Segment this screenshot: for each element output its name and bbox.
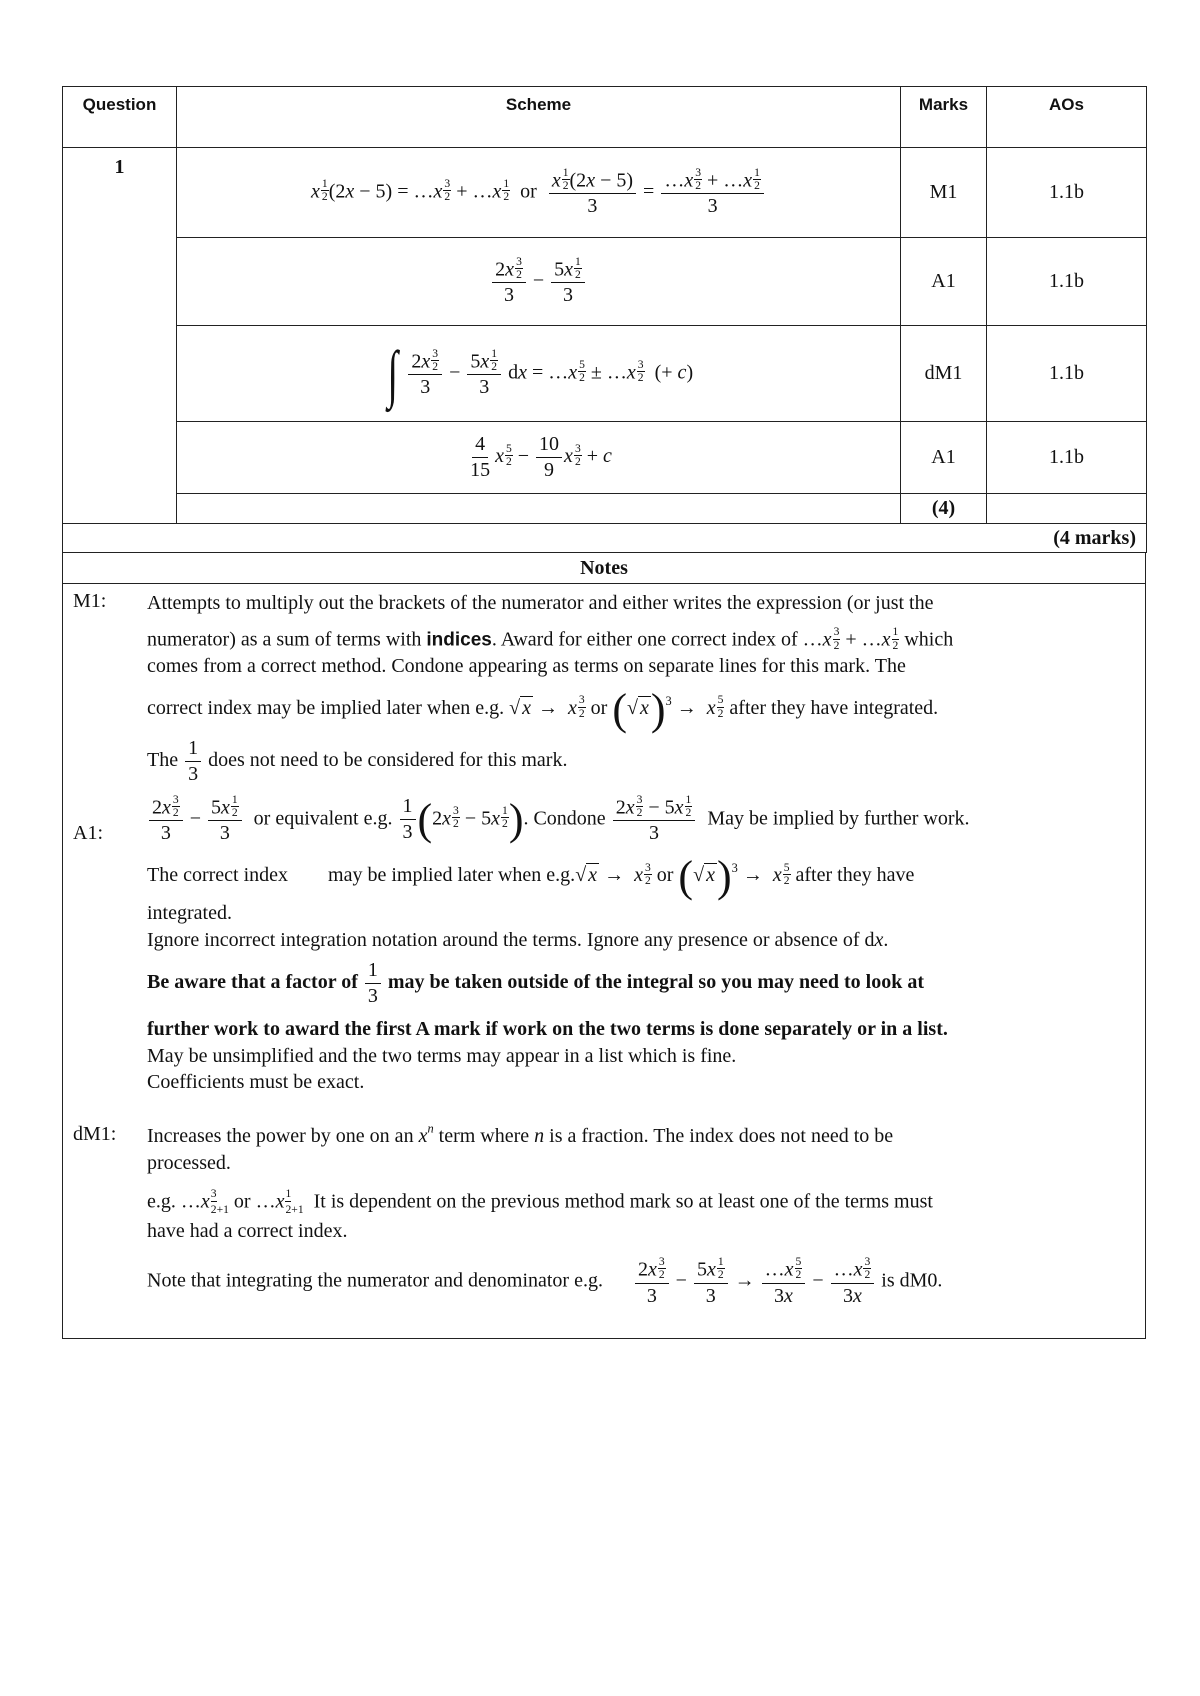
notes-title: Notes bbox=[63, 553, 1145, 584]
note-m1: M1: Attempts to multiply out the brackets of the numerator and either writes the expression (or just the numerator) as a sum of terms with indices. Award for either one correct index of …x $\frac{3}{2}$ + …x $\frac{1}{2}$ which comes from a correct method. Condone appearing as terms on separate lines for this mark. The correct index may be implied later when e.g. √ x → x $\frac{3}{2}$ or (√ x)$^3$ → x $\frac{5}{2}$ after they have integrated. The $\frac{1}{3}$ does not need to be considered for this mark. bbox=[73, 590, 1135, 786]
note-text: Note that integrating the numerator and denominator e.g. bbox=[147, 1269, 603, 1292]
header-marks: Marks bbox=[901, 87, 987, 148]
ao-5 bbox=[987, 494, 1147, 524]
note-text-bold: may be taken outside of the integral so you may need to look at bbox=[387, 971, 924, 994]
note-text-bold: Be aware that a factor of bbox=[147, 971, 358, 994]
ao-1: 1.1b bbox=[987, 148, 1147, 238]
notes-body bbox=[63, 584, 1145, 1338]
mark-2: A1 bbox=[901, 238, 987, 326]
scheme-row-2 bbox=[63, 238, 1147, 326]
note-text: correct index may be implied later when e.g. bbox=[147, 696, 505, 719]
ao-4: 1.1b bbox=[987, 422, 1147, 494]
scheme-row-5 bbox=[63, 494, 1147, 524]
scheme-step-2: 2x $\frac{3}{2}$ 3 − 5x $\frac{1}{2}$ 3 bbox=[177, 238, 901, 326]
note-text: or bbox=[656, 864, 674, 887]
note-text: e.g. bbox=[147, 1190, 176, 1213]
note-text: The correct index may be implied later when e.g. bbox=[147, 864, 576, 887]
header-scheme: Scheme bbox=[177, 87, 901, 148]
note-text: Coefficients must be exact. bbox=[147, 1070, 365, 1093]
note-text: It is dependent on the previous method mark so at least one of the terms must bbox=[313, 1190, 933, 1213]
header-question: Question bbox=[63, 87, 177, 148]
note-text: does not need to be considered for this mark. bbox=[208, 748, 568, 771]
note-text: Attempts to multiply out the brackets of the numerator and either writes the expression (or just the bbox=[147, 592, 934, 614]
note-text: May be implied by further work. bbox=[707, 807, 970, 830]
note-text: processed. bbox=[147, 1151, 231, 1174]
scheme-step-4: $\frac{4}{15}$ x $\frac{5}{2}$ − $\frac{10}{9}$ x $\frac{3}{2}$ + c bbox=[177, 422, 901, 494]
note-text: is dM0. bbox=[881, 1269, 943, 1292]
scheme-row-4 bbox=[63, 422, 1147, 494]
mark-3: dM1 bbox=[901, 326, 987, 422]
note-a1: A1: 2x $\frac{3}{2}$ 3 − 5x $\frac{1}{2}$ 3 or equivalent e.g. $\frac{1}{3}$ (2x $\frac{3}{2}$ − 5x $\frac{1}{2}$ ). Condone 2x $\frac{3}{2}$ − 5x $\frac{1}{2}$ 3 May be implied by further work. The correct index may be implied later when e.g.√ x → x $\frac{3}{2}$ or (√ x)$^3$ → x $\frac{5}{2}$ after they have integrated. Ignore incorrect integration notation around the terms. Ignore any presence or absence of dx. Be aware that a factor of $\frac{1}{3}$ may be taken outside of the integral so you may need to look at further work to award the first A mark if work on the two terms is done separately or in a list. May be unsimplified and the two terms may appear in a list which is fine. Coefficients must be exact. bbox=[73, 794, 1135, 1096]
note-text: after they have bbox=[795, 864, 915, 887]
note-text: integrated. bbox=[147, 902, 232, 925]
scheme-step-empty bbox=[177, 494, 901, 524]
ao-2: 1.1b bbox=[987, 238, 1147, 326]
note-text: Ignore incorrect integration notation around the terms. Ignore any presence or absence of d bbox=[147, 928, 875, 951]
note-a1-label: A1: bbox=[73, 821, 103, 844]
note-text: term where bbox=[438, 1125, 530, 1148]
note-dm1: dM1: Increases the power by one on an $x^n$ term where n is a fraction. The index does not need to be processed. e.g. …x 3 2 +1 or …x 1 2 +1 It is dependent on the previous method mark so at least one of the terms must have had a correct index. Note that integrating the numerator and denominator e.g. 2x $\frac{3}{2}$ 3 − 5x $\frac{1}{2}$ 3 → …x $\frac{5}{2}$ 3x − …x $\frac{3}{2}$ 3x is dM0. bbox=[73, 1123, 1135, 1307]
note-text: comes from a correct method. Condone appearing as terms on separate lines for this mark. The bbox=[147, 655, 906, 678]
scheme-step-3: ∫ 2x $\frac{3}{2}$ 3 − 5x $\frac{1}{2}$ 3 dx = …x $\frac{5}{2}$ ± …x $\frac{3}{2}$ (+ c) bbox=[177, 326, 901, 422]
mark-scheme bbox=[62, 86, 1146, 1339]
note-text: or equivalent e.g. bbox=[253, 807, 393, 830]
note-text: numerator) as a sum of terms with bbox=[147, 628, 422, 651]
note-text: or bbox=[233, 1190, 251, 1213]
notes-section bbox=[62, 553, 1146, 1339]
mark-1: M1 bbox=[901, 148, 987, 238]
note-text: or bbox=[590, 696, 608, 719]
note-text: The bbox=[147, 748, 179, 771]
total-marks: (4 marks) bbox=[63, 524, 1147, 553]
note-text: which bbox=[904, 628, 954, 651]
note-m1-label: M1: bbox=[73, 590, 107, 612]
note-text: after they have integrated. bbox=[729, 696, 939, 719]
scheme-table bbox=[62, 86, 1147, 553]
mark-4: A1 bbox=[901, 422, 987, 494]
note-text: May be unsimplified and the two terms may appear in a list which is fine. bbox=[147, 1044, 737, 1067]
header-row bbox=[63, 87, 1147, 148]
note-text: have had a correct index. bbox=[147, 1219, 348, 1242]
note-dm1-label: dM1: bbox=[73, 1123, 117, 1146]
question-number: 1 bbox=[63, 148, 177, 524]
total-row bbox=[63, 524, 1147, 553]
note-text: . Condone bbox=[523, 807, 606, 830]
mark-subtotal: (4) bbox=[901, 494, 987, 524]
note-text: is a fraction. The index does not need to be bbox=[549, 1125, 894, 1148]
note-text-bold: further work to award the first A mark if work on the two terms is done separately or in a list. bbox=[147, 1018, 948, 1041]
scheme-step-1: x $\frac{1}{2}$ (2x − 5) = …x $\frac{3}{2}$ + …x $\frac{1}{2}$ or x $\frac{1}{2}$ (2x − 5) 3 = …x $\frac{3}{2}$ + …x $\frac{1}{2}$ 3 bbox=[177, 148, 901, 238]
ao-3: 1.1b bbox=[987, 326, 1147, 422]
scheme-row-3 bbox=[63, 326, 1147, 422]
note-text: . Award for either one correct index of bbox=[491, 628, 798, 651]
note-text: Increases the power by one on an bbox=[147, 1125, 414, 1148]
note-text-emphasis: indices bbox=[426, 629, 492, 651]
scheme-row-1 bbox=[63, 148, 1147, 238]
header-aos: AOs bbox=[987, 87, 1147, 148]
